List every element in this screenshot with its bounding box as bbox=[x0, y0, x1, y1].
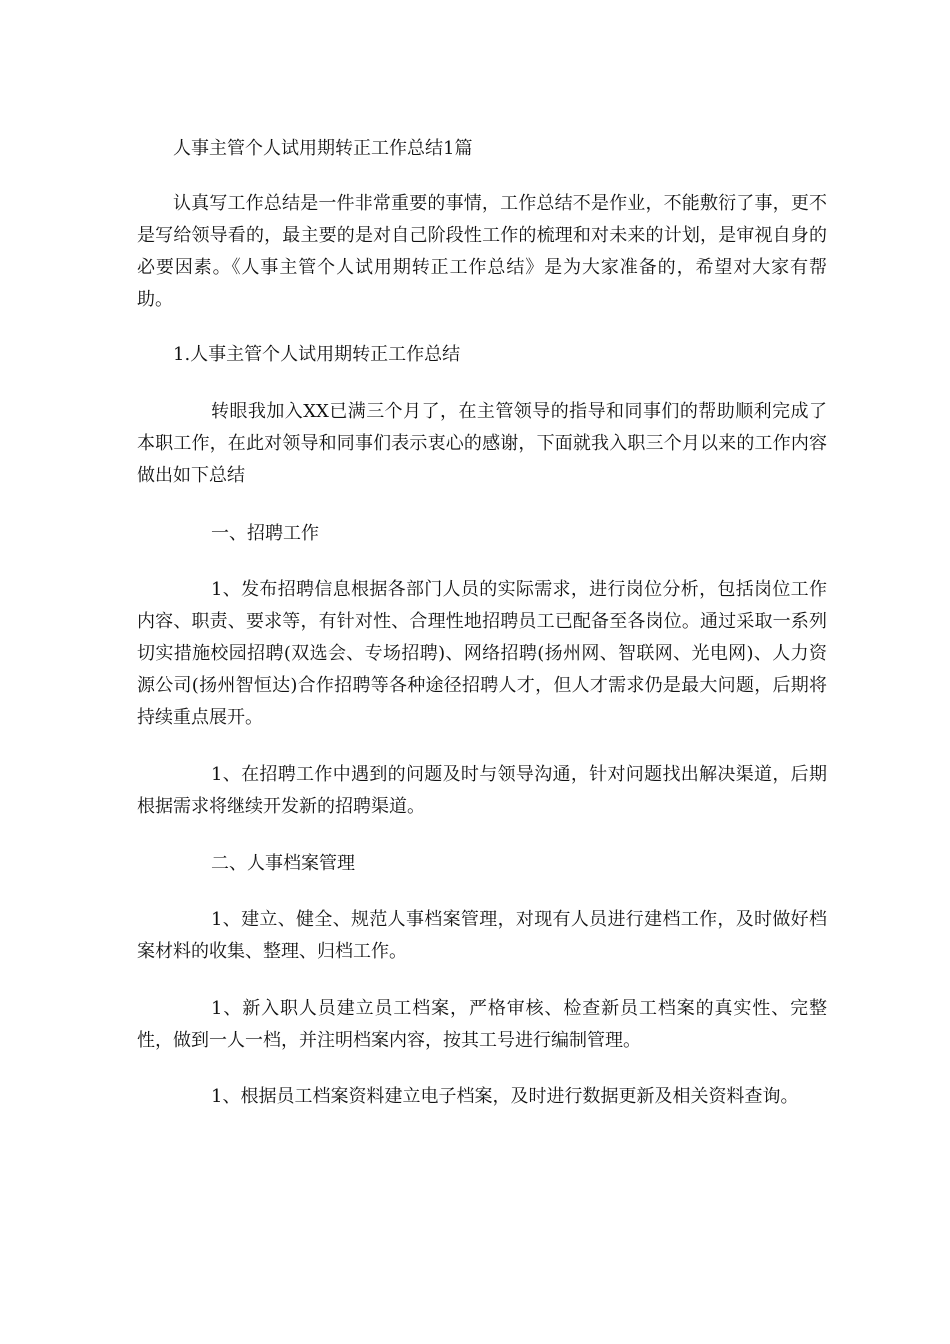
opening-paragraph: 转眼我加入XX已满三个月了，在主管领导的指导和同事们的帮助顺利完成了本职工作，在此对领导和同事们表示衷心的感谢，下面就我入职三个月以来的工作内容做出如下总结 bbox=[137, 401, 827, 486]
heading-recruitment: 一、招聘工作 bbox=[211, 523, 319, 544]
document-title: 人事主管个人试用期转正工作总结1篇 bbox=[173, 138, 473, 159]
archives-item-2: 1、新入职人员建立员工档案，严格审核、检查新员工档案的真实性、完整性，做到一人一档，并注明档案内容，按其工号进行编制管理。 bbox=[137, 998, 827, 1051]
archives-item-1: 1、建立、健全、规范人事档案管理，对现有人员进行建档工作，及时做好档案材料的收集、整理、归档工作。 bbox=[137, 909, 827, 962]
intro-paragraph: 认真写工作总结是一件非常重要的事情，工作总结不是作业，不能敷衍了事，更不是写给领导看的，最主要的是对自己阶段性工作的梳理和对未来的计划，是审视自身的必要因素。《人事主管个人试用期转正工作总结》是为大家准备的，希望对大家有帮助。 bbox=[137, 193, 827, 310]
recruitment-item-1: 1、发布招聘信息根据各部门人员的实际需求，进行岗位分析，包括岗位工作内容、职责、要求等，有针对性、合理性地招聘员工已配备至各岗位。通过采取一系列切实措施校园招聘(双选会、专场招聘)、网络招聘(扬州网、智联网、光电网)、人力资源公司(扬州智恒达)合作招聘等各种途径招聘人才，但人才需求仍是最大问题，后期将持续重点展开。 bbox=[137, 579, 827, 728]
heading-archives: 二、人事档案管理 bbox=[211, 853, 355, 874]
recruitment-item-2: 1、在招聘工作中遇到的问题及时与领导沟通，针对问题找出解决渠道，后期根据需求将继续开发新的招聘渠道。 bbox=[137, 764, 827, 817]
archives-item-3: 1、根据员工档案资料建立电子档案，及时进行数据更新及相关资料查询。 bbox=[211, 1086, 799, 1107]
section-title: 1.人事主管个人试用期转正工作总结 bbox=[173, 344, 461, 365]
